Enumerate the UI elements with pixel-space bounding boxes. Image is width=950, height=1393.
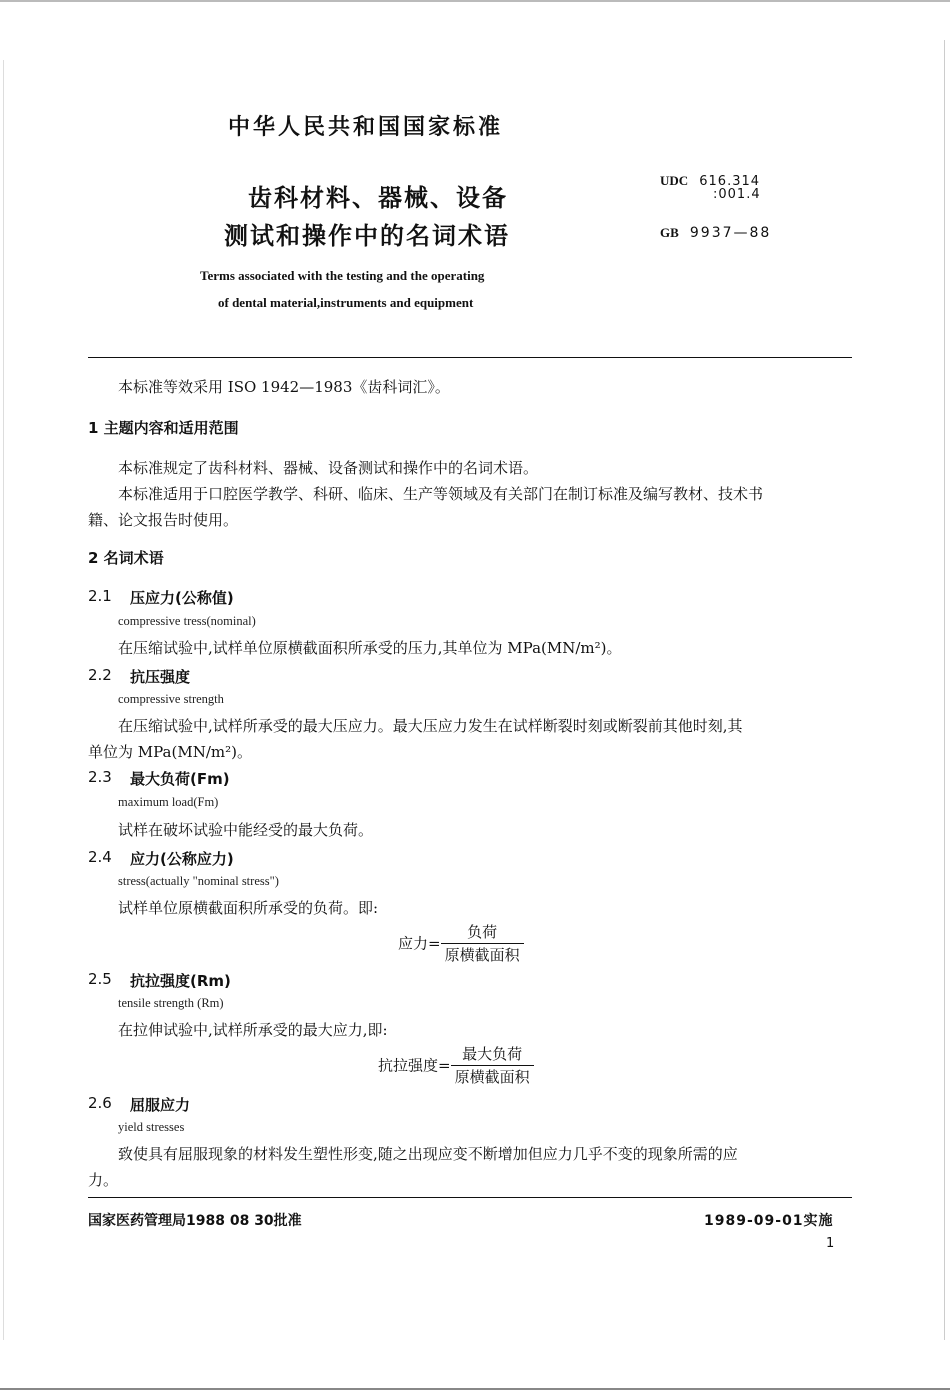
term-2-6-number: 2.6 (88, 1094, 112, 1112)
term-2-6-definition-line1: 致使具有屈服现象的材料发生塑性形变,随之出现应变不断增加但应力几乎不变的现象所需的应 (118, 1145, 738, 1163)
term-2-2-title: 抗压强度 (130, 668, 191, 686)
formula-denominator: 原横截面积 (454, 1068, 530, 1086)
term-2-4-number: 2.4 (88, 848, 112, 866)
term-2-1-english: compressive tress(nominal) (118, 614, 256, 628)
formula-numerator: 负荷 (441, 922, 524, 944)
section-1-para2-line2: 籍、论文报告时使用。 (88, 511, 239, 529)
term-2-5-formula (378, 1044, 534, 1087)
header-divider (88, 357, 852, 358)
scan-top-edge (0, 0, 950, 2)
term-2-2-definition-line2: 单位为 MPa(MN/m²)。 (88, 743, 252, 761)
gb-number: 9937—88 (689, 225, 772, 241)
formula-fraction (451, 1044, 534, 1087)
section-1-heading: 1 主题内容和适用范围 (88, 419, 239, 437)
term-2-1-number: 2.1 (88, 587, 112, 605)
section-1-para2-line1: 本标准适用于口腔医学教学、科研、临床、生产等领域及有关部门在制订标准及编写教材、技术书 (118, 485, 764, 503)
effective-date: 1989-09-01实施 (704, 1213, 834, 1229)
term-2-6-definition-line2: 力。 (88, 1171, 119, 1189)
gb-number-block (660, 222, 771, 241)
section-1-para1: 本标准规定了齿科材料、器械、设备测试和操作中的名词术语。 (118, 459, 539, 477)
term-2-4-formula (398, 922, 524, 965)
scan-left-edge (3, 60, 4, 1340)
gb-label: GB (660, 225, 679, 240)
approval-line: 国家医药管理局1988 08 30批准 (88, 1213, 302, 1229)
term-2-2-english: compressive strength (118, 692, 224, 706)
english-title-line1: Terms associated with the testing and the operating (200, 268, 485, 283)
udc-label: UDC (660, 173, 689, 188)
page-number: 1 (826, 1236, 835, 1251)
term-2-5-definition: 在拉伸试验中,试样所承受的最大应力,即: (118, 1021, 388, 1039)
term-2-3-number: 2.3 (88, 768, 112, 786)
formula-fraction (441, 922, 524, 965)
term-2-3-title: 最大负荷(Fm) (130, 770, 230, 788)
udc-value-2: :001.4 (713, 187, 761, 202)
section-2-heading: 2 名词术语 (88, 549, 164, 567)
scan-right-edge (944, 40, 945, 1340)
doc-title-line2: 测试和操作中的名词术语 (224, 222, 510, 250)
footer-divider (88, 1197, 852, 1198)
term-2-4-english: stress(actually "nominal stress") (118, 874, 279, 888)
term-2-5-english: tensile strength (Rm) (118, 996, 224, 1010)
formula-lhs: 抗拉强度= (378, 1056, 451, 1075)
term-2-2-number: 2.2 (88, 666, 112, 684)
term-2-4-definition: 试样单位原横截面积所承受的负荷。即: (118, 899, 379, 917)
term-2-3-english: maximum load(Fm) (118, 795, 219, 809)
udc-value: 616.314 (699, 174, 761, 189)
standard-title: 中华人民共和国国家标准 (228, 115, 504, 140)
term-2-1-title: 压应力(公称值) (130, 589, 234, 607)
formula-denominator: 原横截面积 (444, 946, 520, 964)
term-2-4-title: 应力(公称应力) (130, 850, 234, 868)
term-2-6-title: 屈服应力 (130, 1096, 191, 1114)
term-2-3-definition: 试样在破坏试验中能经受的最大负荷。 (118, 821, 374, 839)
term-2-5-title: 抗拉强度(Rm) (130, 972, 231, 990)
term-2-1-definition: 在压缩试验中,试样单位原横截面积所承受的压力,其单位为 MPa(MN/m²)。 (118, 639, 622, 657)
term-2-5-number: 2.5 (88, 970, 112, 988)
formula-lhs: 应力= (398, 934, 441, 953)
doc-title-line1: 齿科材料、器械、设备 (248, 184, 508, 212)
term-2-6-english: yield stresses (118, 1120, 185, 1134)
formula-numerator: 最大负荷 (451, 1044, 534, 1066)
scan-bottom-edge (0, 1388, 950, 1390)
term-2-2-definition-line1: 在压缩试验中,试样所承受的最大压应力。最大压应力发生在试样断裂时刻或断裂前其他时刻,其 (118, 717, 743, 735)
intro-paragraph: 本标准等效采用 ISO 1942—1983《齿科词汇》。 (118, 378, 450, 396)
english-title-line2: of dental material,instruments and equipment (218, 295, 474, 310)
